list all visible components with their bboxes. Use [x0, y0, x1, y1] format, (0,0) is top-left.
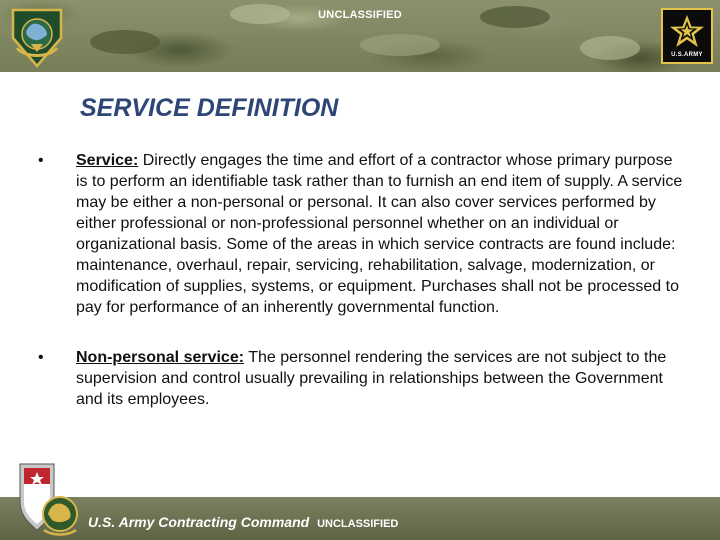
star-icon — [669, 14, 705, 48]
footer-classification: UNCLASSIFIED — [317, 518, 399, 530]
bullet-list — [38, 150, 688, 410]
bullet-dot-icon: • — [38, 152, 44, 169]
army-logo-text: U.S.ARMY — [671, 52, 703, 58]
slide-title: SERVICE DEFINITION — [80, 94, 339, 122]
bullet-text: Directly engages the time and effort of a contractor whose primary purpose is to perform an identifiable task rather than to furnish an end item of supply. A service may be either a non-personal or personal. It can also cover services performed by either professional or non-professional personnel whether on an individual or organizational basis. Some of the areas in which service contracts are found include: maintenance, overhaul, repair, servicing, rehabilitation, salvage, modernization, or modification of supplies, systems, or equipment. Purchases shall not be processed to pay for performance of an inherently governmental function. — [76, 152, 683, 316]
bullet-term: Service: — [76, 152, 139, 169]
camo-patch — [580, 36, 640, 60]
army-star-logo-icon — [661, 8, 713, 64]
bullet-non-personal-service — [38, 347, 688, 410]
bullet-text: The personnel rendering the services are not subject to the supervision and control usually prevailing in relationships between the Government and its employees. — [76, 349, 667, 408]
bullet-service-definition — [38, 150, 688, 318]
camo-patch — [90, 30, 160, 54]
footer-text — [88, 514, 398, 530]
header-banner — [0, 0, 720, 72]
army-materiel-command-emblem-icon — [14, 462, 84, 538]
header-classification: UNCLASSIFIED — [318, 9, 402, 21]
bullet-dot-icon: • — [38, 349, 44, 366]
footer-command-name: U.S. Army Contracting Command — [88, 514, 310, 530]
bullet-term: Non-personal service: — [76, 349, 245, 366]
camo-patch — [360, 34, 440, 56]
